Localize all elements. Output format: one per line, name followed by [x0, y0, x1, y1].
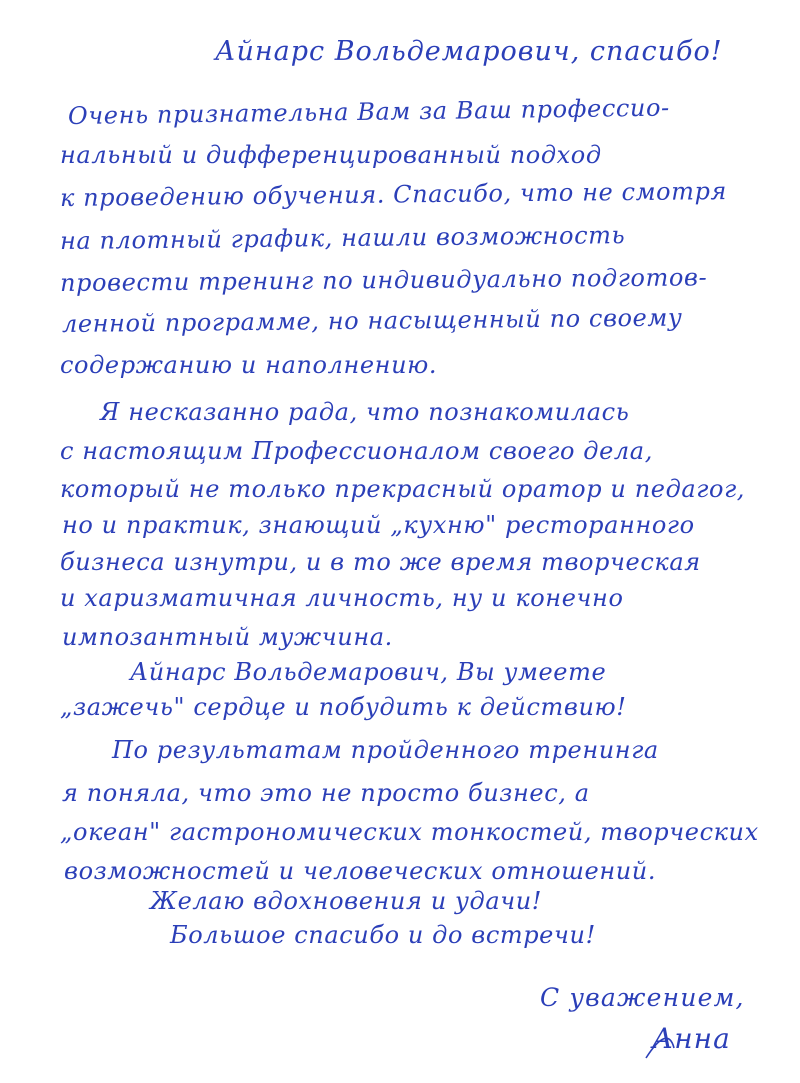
letter-line: провести тренинг по индивидуально подготов-	[59, 263, 708, 297]
letter-line: Очень признательна Вам за Ваш профессио-	[67, 93, 670, 130]
signature: Анна	[652, 1022, 731, 1055]
letter-line: и харизматичная личность, ну и конечно	[60, 584, 624, 612]
letter-line: но и практик, знающий „кухню" ресторанного	[62, 511, 695, 539]
letter-line: с настоящим Профессионалом своего дела,	[60, 437, 653, 465]
letter-line: „зажечь" сердце и побудить к действию!	[60, 693, 627, 721]
letter-closing: С уважением,	[540, 983, 745, 1012]
letter-line: содержанию и наполнению.	[60, 351, 438, 379]
letter-line: на плотный график, нашли возможность	[59, 221, 626, 255]
letter-line: импозантный мужчина.	[62, 623, 393, 651]
letter-line: Желаю вдохновения и удачи!	[150, 887, 543, 915]
letter-line: нальный и дифференцированный подход	[60, 141, 602, 169]
letter-line: который не только прекрасный оратор и педагог,	[60, 475, 746, 503]
letter-greeting: Айнарс Вольдемарович, спасибо!	[215, 36, 723, 67]
letter-line: Я несказанно рада, что познакомилась	[100, 398, 630, 426]
letter-line: возможностей и человеческих отношений.	[64, 857, 657, 885]
letter-line: Айнарс Вольдемарович, Вы умеете	[130, 658, 607, 686]
letter-line: По результатам пройденного тренинга	[112, 736, 659, 764]
letter-line: ленной программе, но насыщенный по своему	[61, 303, 683, 338]
letter-line: Большое спасибо и до встречи!	[170, 921, 596, 949]
letter-line: к проведению обучения. Спасибо, что не смотря	[59, 177, 728, 212]
letter-line: „океан" гастрономических тонкостей, творческих	[60, 818, 759, 846]
letter-line: бизнеса изнутри, и в то же время творческая	[60, 548, 701, 576]
letter-line: я поняла, что это не просто бизнес, а	[62, 779, 590, 807]
